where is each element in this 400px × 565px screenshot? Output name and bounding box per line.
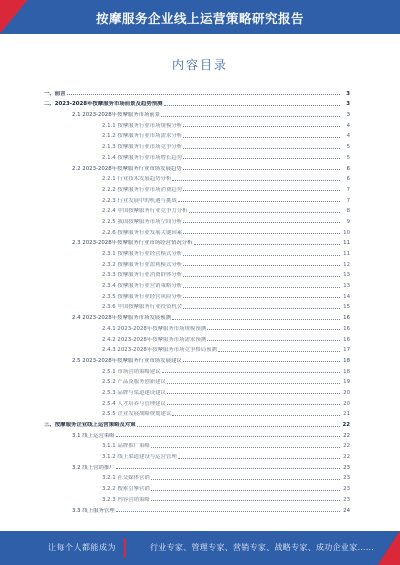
toc-entry-page: 7 <box>346 186 350 193</box>
toc-entry-page: 20 <box>343 389 350 396</box>
toc-entry[interactable] <box>44 139 350 150</box>
toc-entry-label: 3.2.3 内容营销策略 <box>102 496 150 503</box>
toc-leader-dots <box>207 329 340 330</box>
footer-slogan-right: 行业专家、管理专家、营销专家、战略专家、成功企业家…… <box>150 543 375 552</box>
toc-entry[interactable] <box>44 364 350 375</box>
toc-entry-page: 11 <box>343 240 350 247</box>
toc-entry-label: 3.2.1 社交媒体营销 <box>102 475 150 482</box>
toc-entry[interactable] <box>44 289 350 300</box>
toc-entry-label: 2.4 2023-2028年按摩服务市场发展预测 <box>72 315 171 322</box>
toc-leader-dots <box>183 222 340 223</box>
toc-leader-dots <box>183 276 340 277</box>
toc-entry-label: 2.3.2 按摩服务行业盈利模式分析 <box>102 261 183 268</box>
toc-leader-dots <box>151 479 340 480</box>
toc-entry[interactable] <box>44 86 350 97</box>
toc-entry-page: 22 <box>343 432 350 439</box>
toc-entry-page: 16 <box>343 315 350 322</box>
toc-entry-label: 2.3.1 按摩服务行业经营模式分析 <box>102 251 183 257</box>
toc-leader-dots <box>183 126 340 127</box>
toc-leader-dots <box>183 190 340 191</box>
toc-entry-label: 2.3.3 按摩服务行业消费群体分析 <box>102 272 183 279</box>
toc-leader-dots <box>172 180 340 181</box>
toc-entry[interactable] <box>44 193 350 204</box>
toc-entry[interactable] <box>44 449 350 460</box>
toc-entry-page: 18 <box>343 368 350 375</box>
toc-leader-dots <box>183 148 340 149</box>
toc-entry-label: 2.1.4 按摩服务行业市场增长趋势 <box>102 154 183 161</box>
toc-entry-page: 8 <box>346 208 350 215</box>
toc-entry-page: 6 <box>346 176 350 183</box>
toc-leader-dots <box>161 116 340 117</box>
toc-entry-label: 2.3.6 中国按摩服务行业投资机会 <box>102 304 183 311</box>
toc-entry-label: 2.1.3 按摩服务行业市场竞争分析 <box>102 144 183 151</box>
toc-entry[interactable] <box>44 278 350 289</box>
toc-entry-page: 22 <box>343 443 350 450</box>
toc-leader-dots <box>207 340 340 341</box>
toc-entry-label: 2.1.2 按摩服务行业市场需求分析 <box>102 133 183 140</box>
toc-entry[interactable] <box>44 375 350 386</box>
toc-entry-page: 4 <box>346 133 350 140</box>
toc-entry-label: 3.1 线上运营策略 <box>72 432 115 439</box>
toc-entry[interactable] <box>44 343 350 354</box>
toc-leader-dots <box>183 255 340 256</box>
toc-entry-page: 4 <box>346 122 350 129</box>
toc-entry-label: 3.2.2 搜索引擎营销 <box>102 486 150 493</box>
toc-entry-page: 11 <box>343 251 350 257</box>
toc-entry-label: 2.1.1 按摩服务行业市场规模分析 <box>102 122 183 129</box>
toc-entry-label: 2.2 2023-2028年按摩服务行业市场发展趋势 <box>72 165 182 172</box>
report-footer <box>0 531 400 565</box>
toc-entry[interactable] <box>44 300 350 311</box>
toc-entry-page: 22 <box>342 422 350 428</box>
toc-entry[interactable] <box>44 321 350 332</box>
footer-divider <box>124 538 126 558</box>
toc-entry-label: 2.3.5 按摩服务行业经营风险分析 <box>102 293 183 300</box>
toc-leader-dots <box>178 201 340 202</box>
toc-leader-dots <box>172 319 340 320</box>
toc-entry[interactable] <box>44 268 350 279</box>
toc-entry-page: 24 <box>343 507 350 514</box>
toc-leader-dots <box>183 158 340 159</box>
toc-leader-dots <box>151 447 340 448</box>
toc-leader-dots <box>183 287 340 288</box>
toc-entry-label: 2.2.4 中国按摩服务行业竞争力分析 <box>102 208 188 215</box>
toc-entry-label: 2.5.2 产品及服务创新建议 <box>102 379 166 386</box>
toc-entry-page: 21 <box>343 411 350 418</box>
toc-entry-page: 23 <box>343 464 350 471</box>
toc-entry-page: 13 <box>343 272 350 279</box>
toc-entry-page: 20 <box>343 400 350 407</box>
toc-entry[interactable] <box>44 161 350 172</box>
toc-entry-label: 2.4.2 2023-2028年按摩服务市场需求预测 <box>102 336 207 343</box>
toc-leader-dots <box>183 233 340 234</box>
toc-entry-page: 23 <box>343 475 350 482</box>
toc-entry-page: 13 <box>343 283 350 290</box>
toc-entry-label: 3.1.1 品牌推广策略 <box>102 443 150 450</box>
toc-entry[interactable] <box>44 460 350 471</box>
toc-leader-dots <box>116 468 340 469</box>
toc-entry-label: 一、前言 <box>44 90 66 97</box>
toc-entry-page: 5 <box>346 154 350 161</box>
toc-entry-label: 2.4.3 2023-2028年按摩服务市场竞争格局预测 <box>102 347 217 354</box>
toc-entry-page: 22 <box>343 454 350 461</box>
toc-entry-page: 3 <box>346 90 350 97</box>
toc-entry[interactable] <box>44 246 350 257</box>
toc-entry-page: 18 <box>343 357 350 364</box>
toc-entry-label: 3.1.2 线上渠道建设与运营管理 <box>102 454 177 461</box>
toc-entry-label: 3.2 线上营销推广 <box>72 464 115 471</box>
toc-entry[interactable] <box>44 492 350 503</box>
toc-entry-page: 23 <box>343 486 350 493</box>
toc-entry-label: 三、按摩服务企业线上运营策略及对策 <box>44 422 136 428</box>
toc-entry[interactable] <box>44 353 350 364</box>
toc-leader-dots <box>178 458 340 459</box>
toc-entry[interactable] <box>44 396 350 407</box>
footer-slogan-left: 让每个人都能成为 <box>48 543 116 552</box>
toc-leader-dots <box>218 351 340 352</box>
toc-heading: 内容目录 <box>171 58 228 72</box>
toc-entry[interactable] <box>44 225 350 236</box>
toc-leader-dots <box>183 137 340 138</box>
toc-entry-label: 2.2.2 按摩服务行业市场消费趋势 <box>102 186 183 193</box>
toc-entry[interactable] <box>44 129 350 140</box>
toc-leader-dots <box>183 361 340 362</box>
toc-entry-page: 14 <box>343 293 350 300</box>
toc-entry-page: 12 <box>343 261 350 268</box>
toc-leader-dots <box>167 393 340 394</box>
toc-entry[interactable] <box>44 503 350 514</box>
toc-entry-label: 2.2.5 我国按摩服务市场空间分析 <box>102 218 183 225</box>
table-of-contents <box>44 86 350 514</box>
toc-entry-page: 5 <box>346 144 350 151</box>
toc-entry[interactable] <box>44 471 350 482</box>
toc-entry[interactable] <box>44 385 350 396</box>
toc-leader-dots <box>183 297 340 298</box>
toc-entry[interactable] <box>44 182 350 193</box>
toc-leader-dots <box>151 500 340 501</box>
toc-leader-dots <box>137 426 340 427</box>
toc-entry-label: 2.3 2023-2028年按摩服务行业市场经营情况分析 <box>72 240 193 247</box>
toc-leader-dots <box>167 404 340 405</box>
toc-leader-dots <box>189 212 340 213</box>
toc-entry-label: 2.5.5 企业发展战略规划建议 <box>102 411 172 418</box>
toc-entry-label: 3.3 线上服务管理 <box>72 507 115 514</box>
toc-entry[interactable] <box>44 439 350 450</box>
toc-entry-page: 23 <box>343 496 350 503</box>
toc-leader-dots <box>183 308 340 309</box>
toc-leader-dots <box>116 511 340 512</box>
toc-entry[interactable] <box>44 172 350 183</box>
toc-entry-label: 2.2.6 按摩服务行业发展关键因素 <box>102 229 183 236</box>
toc-entry-page: 7 <box>346 197 350 204</box>
toc-entry[interactable] <box>44 97 350 108</box>
toc-leader-dots <box>164 105 341 106</box>
toc-leader-dots <box>162 372 340 373</box>
toc-entry-label: 2.2.3 行业发展中的机遇与挑战 <box>102 197 177 204</box>
report-header <box>0 0 400 34</box>
toc-entry-page: 16 <box>343 325 350 332</box>
toc-leader-dots <box>167 383 340 384</box>
toc-entry[interactable] <box>44 204 350 215</box>
toc-entry[interactable] <box>44 407 350 418</box>
toc-leader-dots <box>183 265 340 266</box>
toc-entry[interactable] <box>44 428 350 439</box>
toc-entry-label: 2.5.3 品牌与渠道建设建议 <box>102 389 166 396</box>
toc-entry[interactable] <box>44 481 350 492</box>
toc-entry-label: 2.1 2023-2028年按摩服务市场前景 <box>72 112 161 119</box>
toc-entry[interactable] <box>44 236 350 247</box>
toc-leader-dots <box>194 244 340 245</box>
toc-entry-label: 2.4.1 2023-2028年按摩服务市场规模预测 <box>102 325 207 332</box>
toc-entry-page: 19 <box>343 379 350 386</box>
toc-entry[interactable] <box>44 150 350 161</box>
toc-entry-label: 2.5.4 人才培养与管理建议 <box>102 400 166 407</box>
toc-entry-page: 9 <box>346 218 350 225</box>
report-title: 按摩服务企业线上运营策略研究报告 <box>95 11 304 26</box>
toc-leader-dots <box>116 436 340 437</box>
toc-entry[interactable] <box>44 310 350 321</box>
toc-leader-dots <box>67 94 340 95</box>
toc-entry-label: 2.5 2023-2028年按摩服务行业市场发展建议 <box>72 357 182 364</box>
toc-entry-label: 2.3.4 按摩服务行业营销策略分析 <box>102 283 183 290</box>
toc-entry-page: 16 <box>343 336 350 343</box>
toc-leader-dots <box>183 169 340 170</box>
toc-entry[interactable] <box>44 214 350 225</box>
toc-entry[interactable] <box>44 257 350 268</box>
toc-entry-page: 17 <box>343 347 350 354</box>
toc-entry[interactable] <box>44 107 350 118</box>
toc-entry-page: 3 <box>346 101 350 108</box>
toc-entry-page: 10 <box>343 229 350 236</box>
toc-entry[interactable] <box>44 417 350 428</box>
toc-entry-label: 2.2.1 行业技术发展趋势分析 <box>102 176 172 183</box>
toc-entry-page: 3 <box>346 112 350 119</box>
toc-entry-label: 二、2023-2028年按摩服务市场前景及趋势预测 <box>44 101 163 108</box>
toc-leader-dots <box>151 490 340 491</box>
toc-entry[interactable] <box>44 332 350 343</box>
toc-entry-label: 2.5.1 市场营销策略建议 <box>102 368 161 375</box>
toc-entry-page: 6 <box>346 165 350 172</box>
toc-entry[interactable] <box>44 118 350 129</box>
toc-entry-page: 15 <box>343 304 350 311</box>
toc-leader-dots <box>172 415 340 416</box>
footer-red-accent <box>378 531 400 565</box>
